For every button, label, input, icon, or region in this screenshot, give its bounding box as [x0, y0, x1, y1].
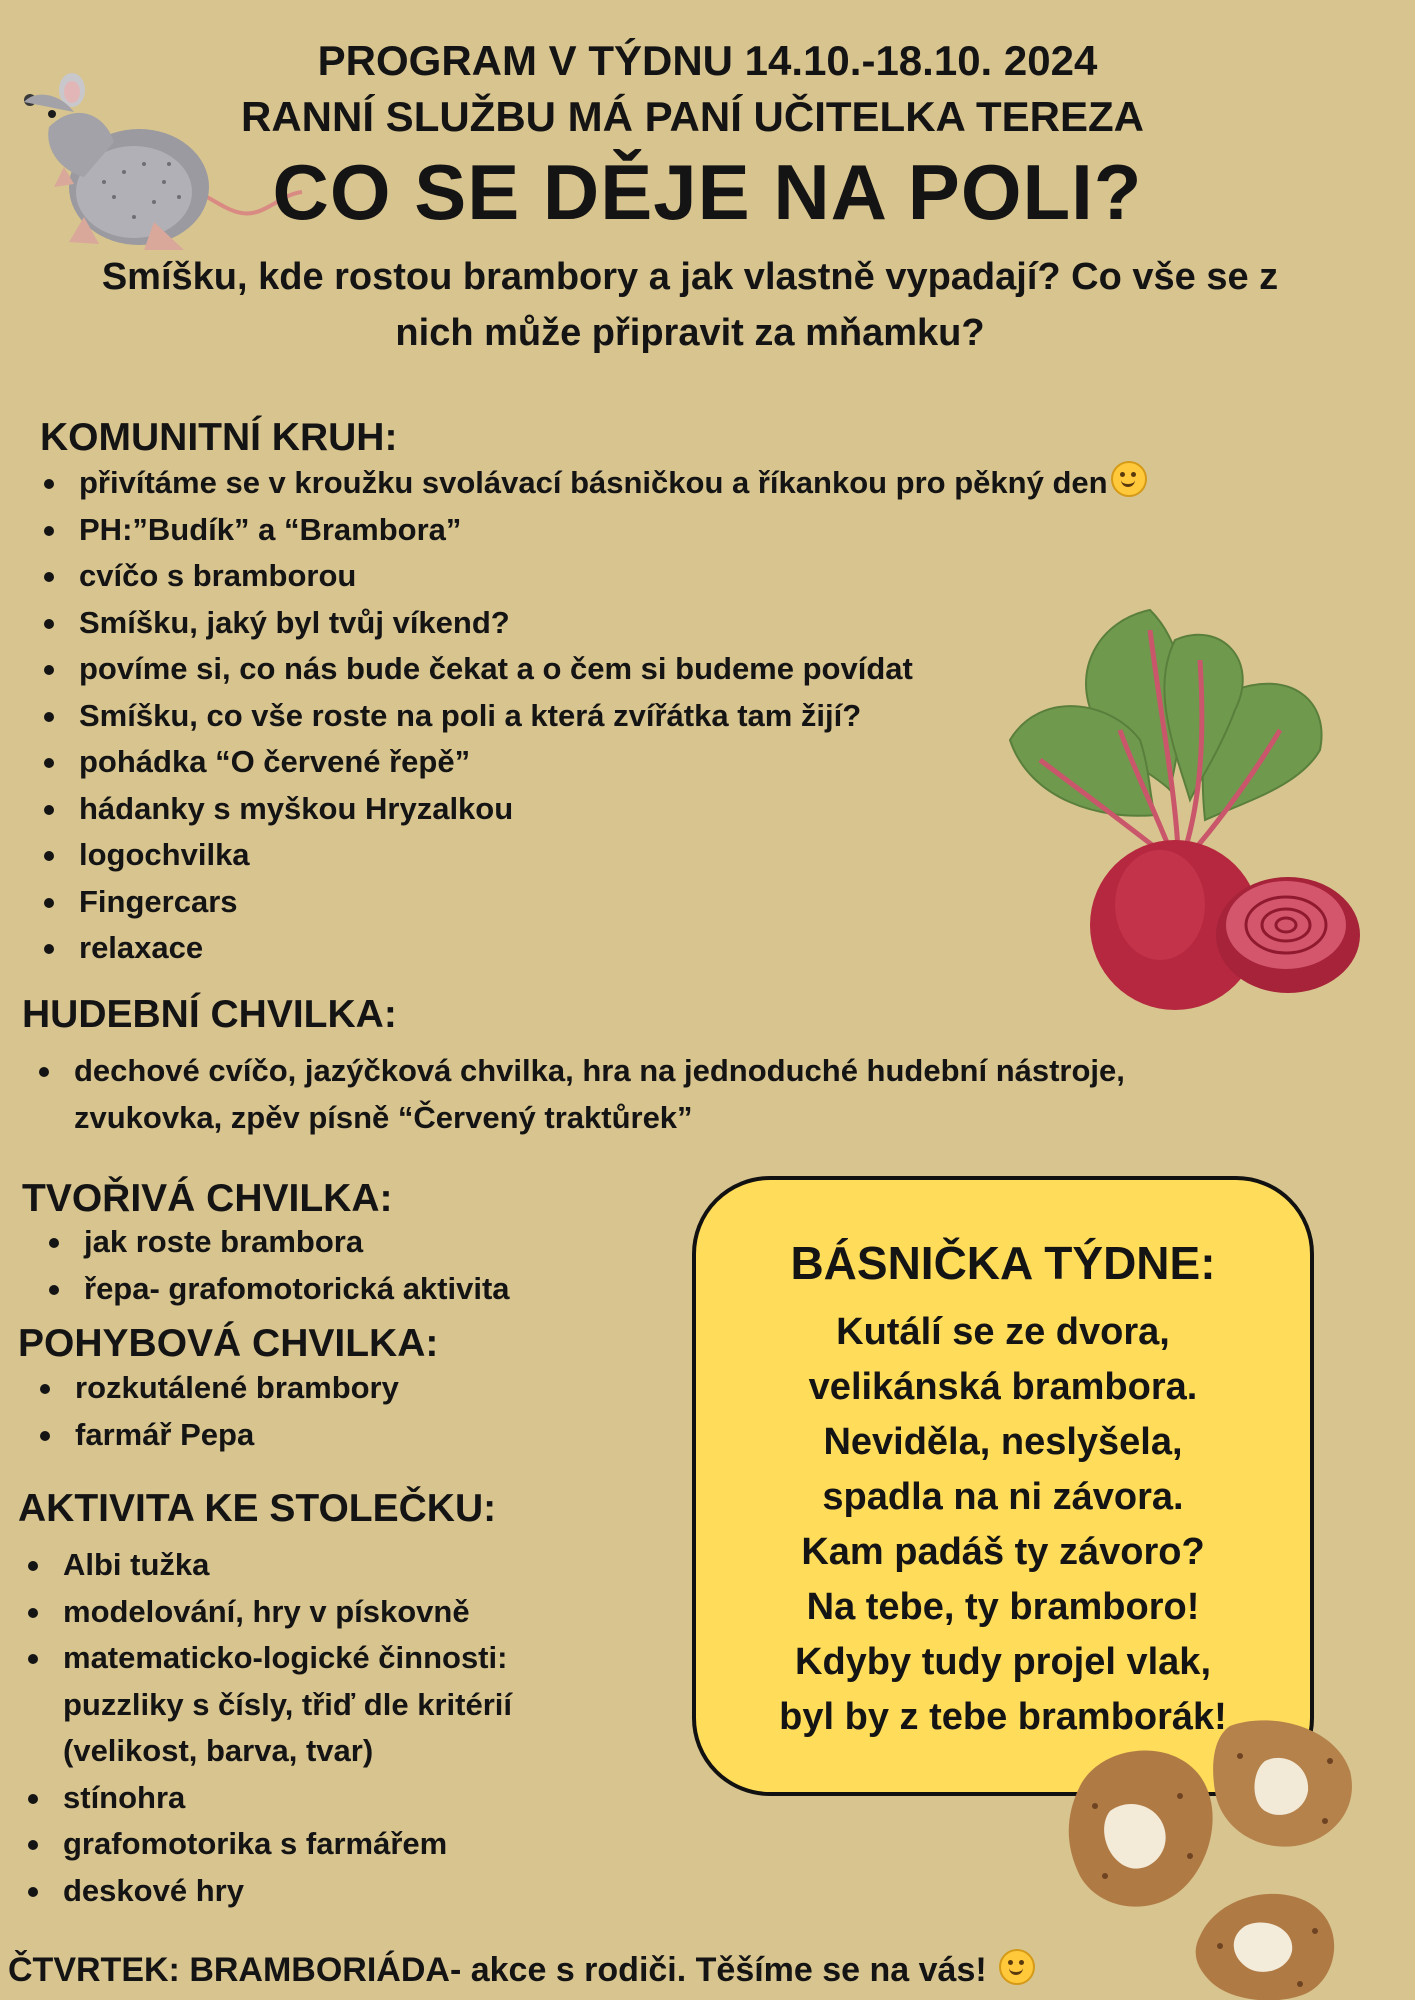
poem-line: velikánská brambora. [808, 1366, 1198, 1408]
morning-service-line: RANNÍ SLUŽBU MÁ PANÍ UČITELKA TEREZA [241, 93, 1144, 140]
smiley-icon [999, 1949, 1035, 1985]
poem-line: Kam padáš ty závoro? [801, 1531, 1205, 1573]
list-item: farmář Pepa [35, 1412, 675, 1459]
list-item: modelování, hry v pískovně [23, 1589, 683, 1636]
komunitni-kruh-heading: KOMUNITNÍ KRUH: [40, 416, 398, 459]
list-item: PH:”Budík” a “Brambora” [39, 507, 1339, 554]
poem-line: Na tebe, ty bramboro! [806, 1586, 1200, 1628]
aktivita-ke-stolecku-list [23, 1542, 683, 1914]
weekly-question-line1: Smíšku, kde rostou brambory a jak vlastně vypadají? Co vše se z [101, 256, 1279, 298]
weekly-topic-title: CO SE DĚJE NA POLI? [272, 148, 1143, 236]
list-item: Albi tužka [23, 1542, 683, 1589]
list-item: jak roste brambora [44, 1219, 684, 1266]
list-item: cvíčo s bramborou [39, 553, 1339, 600]
pohybova-chvilka-heading: POHYBOVÁ CHVILKA: [18, 1322, 439, 1365]
aktivita-ke-stolecku-heading: AKTIVITA KE STOLEČKU: [18, 1487, 497, 1530]
list-item: Smíšku, co vše roste na poli a která zvířátka tam žijí? [39, 693, 1339, 740]
potatoes-illustration [1060, 1716, 1365, 2000]
poem-line: Kdyby tudy projel vlak, [795, 1641, 1211, 1683]
poem-line: Neviděla, neslyšela, [823, 1421, 1183, 1463]
list-item: pohádka “O červené řepě” [39, 739, 1339, 786]
list-item: grafomotorika s farmářem [23, 1821, 683, 1868]
pohybova-chvilka-list [35, 1365, 675, 1458]
smiley-icon [1111, 461, 1147, 497]
program-week-line: PROGRAM V TÝDNU 14.10.-18.10. 2024 [317, 37, 1098, 84]
list-item: logochvilka [39, 832, 1339, 879]
list-item: Smíšku, jaký byl tvůj víkend? [39, 600, 1339, 647]
hudebni-chvilka-list [34, 1048, 1364, 1141]
tvoriva-chvilka-heading: TVOŘIVÁ CHVILKA: [22, 1177, 393, 1220]
poem-line: spadla na ni závora. [822, 1476, 1184, 1518]
list-item: deskové hry [23, 1868, 683, 1915]
list-item: stínohra [23, 1775, 683, 1822]
weekly-question [0, 249, 1380, 361]
list-item: relaxace [39, 925, 1339, 972]
hudebni-chvilka-heading: HUDEBNÍ CHVILKA: [22, 993, 397, 1036]
list-item: dechové cvíčo, jazýčková chvilka, hra na jednoduché hudební nástroje, zvukovka, zpěv písně “Červený traktůrek” [34, 1048, 1364, 1141]
list-item: řepa- grafomotorická aktivita [44, 1266, 684, 1313]
list-item: rozkutálené brambory [35, 1365, 675, 1412]
weekly-poem-title: BÁSNIČKA TÝDNE: [790, 1237, 1216, 1289]
list-item: přivítáme se v kroužku svolávací básničkou a říkankou pro pěkný den [39, 460, 1339, 507]
poem-line: Kutálí se ze dvora, [836, 1311, 1170, 1353]
list-item: Fingercars [39, 879, 1339, 926]
beet-illustration [1000, 600, 1370, 1020]
weekly-poem-lines [696, 1305, 1310, 1745]
tvoriva-chvilka-list [44, 1219, 684, 1312]
poem-line: byl by z tebe bramborák! [779, 1696, 1227, 1738]
list-item: povíme si, co nás bude čekat a o čem si budeme povídat [39, 646, 1339, 693]
footer-announcement: ČTVRTEK: BRAMBORIÁDA- akce s rodiči. Těšíme se na vás! [8, 1949, 1035, 1990]
list-item: matematicko-logické činnosti: puzzliky s čísly, třiď dle kritérií (velikost, barva, tvar) [23, 1635, 683, 1775]
weekly-question-line2: nich může připravit za mňamku? [395, 312, 985, 354]
weekly-poem-box [692, 1176, 1314, 1796]
list-item: hádanky s myškou Hryzalkou [39, 786, 1339, 833]
